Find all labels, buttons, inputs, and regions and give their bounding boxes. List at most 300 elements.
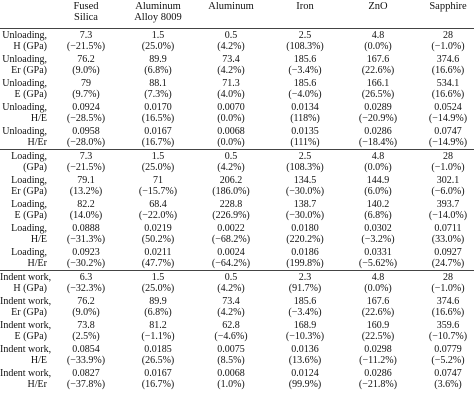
table-cell	[342, 319, 414, 343]
cell-percent: (−64.2%)	[211, 258, 251, 270]
table-row	[0, 319, 474, 343]
cell-percent: (−37.8%)	[66, 379, 106, 391]
row-label	[0, 149, 50, 173]
cell-value: 62.8	[222, 319, 240, 331]
row-label-line: H/E	[30, 113, 47, 125]
table-cell	[122, 295, 194, 319]
cell-percent: (226.9%)	[212, 209, 250, 221]
cell-percent: (26.5%)	[361, 88, 395, 100]
table-cell	[342, 29, 414, 53]
cell-value: 168.9	[293, 319, 317, 331]
cell-percent: (−14.9%)	[428, 137, 468, 149]
row-label-line: Unloading,	[2, 29, 47, 41]
table-cell	[268, 343, 342, 367]
table-cell	[414, 101, 474, 125]
table-cell	[268, 125, 342, 149]
table-cell	[50, 53, 122, 77]
cell-value: 0.0170	[144, 102, 172, 114]
cell-percent: (4.2%)	[217, 306, 245, 318]
cell-value: 81.2	[149, 319, 167, 331]
table-row	[0, 53, 474, 77]
cell-value: 167.6	[366, 295, 390, 307]
cell-percent: (0.0%)	[364, 161, 392, 173]
column-header-line: Silica	[74, 12, 98, 23]
table-cell	[414, 367, 474, 391]
cell-percent: (220.2%)	[286, 234, 324, 246]
cell-percent: (91.7%)	[288, 282, 322, 294]
cell-percent: (−31.3%)	[66, 234, 106, 246]
cell-percent: (0.0%)	[364, 40, 392, 52]
table-cell	[342, 367, 414, 391]
cell-percent: (4.2%)	[217, 64, 245, 76]
row-label-line: H/Er	[27, 258, 47, 270]
cell-value: 0.0779	[434, 344, 462, 356]
cell-percent: (16.6%)	[431, 306, 465, 318]
row-label-line: Loading,	[11, 198, 47, 210]
cell-value: 0.0136	[291, 344, 319, 356]
table-cell	[268, 101, 342, 125]
cell-percent: (6.0%)	[364, 185, 392, 197]
cell-value: 0.0747	[434, 126, 462, 138]
cell-percent: (−3.4%)	[288, 306, 322, 318]
cell-value: 0.0186	[291, 247, 319, 259]
row-label-line: Indent work,	[0, 295, 52, 307]
row-label-line: Unloading,	[2, 53, 47, 65]
cell-percent: (−22.0%)	[138, 209, 178, 221]
row-label-line: H/E	[30, 355, 47, 367]
row-label	[0, 77, 50, 101]
table-cell	[194, 295, 268, 319]
cell-percent: (47.7%)	[141, 258, 175, 270]
row-label-line: Indent work,	[0, 344, 52, 356]
row-label	[0, 222, 50, 246]
column-header	[268, 0, 342, 29]
table-cell	[50, 198, 122, 222]
cell-value: 0.0134	[291, 102, 319, 114]
cell-value: 4.8	[371, 29, 385, 41]
cell-value: 0.0924	[72, 102, 100, 114]
row-label	[0, 270, 50, 294]
table-cell	[122, 246, 194, 270]
cell-percent: (9.0%)	[72, 306, 100, 318]
cell-value: 28	[443, 150, 453, 162]
table-cell	[194, 319, 268, 343]
cell-percent: (−20.9%)	[358, 113, 398, 125]
cell-percent: (−33.9%)	[66, 355, 106, 367]
cell-value: 2.5	[298, 150, 312, 162]
table-cell	[414, 174, 474, 198]
cell-value: 82.2	[77, 198, 95, 210]
cell-value: 185.6	[293, 53, 317, 65]
table-cell	[194, 246, 268, 270]
table-cell	[414, 53, 474, 77]
table-cell	[342, 270, 414, 294]
cell-value: 140.2	[366, 198, 390, 210]
table-cell	[194, 101, 268, 125]
cell-value: 0.0827	[72, 368, 100, 380]
table-cell	[342, 149, 414, 173]
cell-value: 0.0302	[364, 223, 392, 235]
table-row	[0, 149, 474, 173]
table-cell	[194, 270, 268, 294]
table-cell	[194, 29, 268, 53]
table-cell	[50, 77, 122, 101]
table-cell	[268, 77, 342, 101]
row-label-line: Indent work,	[0, 368, 52, 380]
cell-value: 89.9	[149, 53, 167, 65]
cell-percent: (9.0%)	[72, 64, 100, 76]
table-cell	[122, 77, 194, 101]
cell-percent: (−14.9%)	[428, 113, 468, 125]
table-cell	[268, 222, 342, 246]
row-label-line: Loading,	[11, 223, 47, 235]
row-label	[0, 29, 50, 53]
table-cell	[268, 270, 342, 294]
cell-percent: (8.5%)	[217, 355, 245, 367]
table-cell	[122, 101, 194, 125]
table-cell	[342, 246, 414, 270]
table-cell	[194, 125, 268, 149]
row-label-line: Loading,	[11, 247, 47, 259]
cell-value: 0.0958	[72, 126, 100, 138]
table-cell	[122, 125, 194, 149]
cell-value: 79	[81, 77, 91, 89]
table-cell	[122, 367, 194, 391]
cell-value: 0.0286	[364, 368, 392, 380]
table-row	[0, 295, 474, 319]
table-cell	[50, 29, 122, 53]
row-label	[0, 367, 50, 391]
cell-value: 73.4	[222, 295, 240, 307]
row-label	[0, 319, 50, 343]
table-cell	[50, 125, 122, 149]
cell-value: 228.8	[219, 198, 243, 210]
cell-value: 0.0286	[364, 126, 392, 138]
cell-percent: (25.0%)	[141, 161, 175, 173]
cell-value: 0.0135	[291, 126, 319, 138]
row-label-line: Unloading,	[2, 77, 47, 89]
table-row	[0, 29, 474, 53]
cell-value: 144.9	[366, 174, 390, 186]
table-cell	[414, 222, 474, 246]
table-cell	[414, 319, 474, 343]
cell-percent: (−28.0%)	[66, 137, 106, 149]
table-cell	[122, 270, 194, 294]
cell-percent: (6.8%)	[144, 306, 172, 318]
header-row	[0, 0, 474, 29]
table-cell	[342, 77, 414, 101]
cell-value: 185.6	[293, 77, 317, 89]
cell-value: 0.0289	[364, 102, 392, 114]
cell-value: 166.1	[366, 77, 390, 89]
table-cell	[194, 174, 268, 198]
column-header-line: Aluminum	[135, 1, 181, 12]
row-label-line: Loading,	[11, 174, 47, 186]
table-cell	[414, 343, 474, 367]
cell-value: 206.2	[219, 174, 243, 186]
row-label-line: E (GPa)	[14, 209, 47, 221]
cell-percent: (−11.2%)	[359, 355, 397, 367]
cell-value: 4.8	[371, 271, 385, 283]
cell-value: 71.3	[222, 77, 240, 89]
cell-percent: (16.6%)	[431, 64, 465, 76]
table-cell	[414, 149, 474, 173]
table-cell	[342, 174, 414, 198]
table-row	[0, 101, 474, 125]
table-cell	[122, 343, 194, 367]
table-cell	[50, 270, 122, 294]
table-cell	[342, 101, 414, 125]
cell-percent: (118%)	[290, 113, 320, 125]
cell-percent: (2.5%)	[72, 330, 100, 342]
cell-percent: (33.0%)	[431, 234, 465, 246]
cell-percent: (−5.62%)	[358, 258, 398, 270]
table-cell	[194, 222, 268, 246]
cell-value: 0.0298	[364, 344, 392, 356]
cell-value: 359.6	[436, 319, 460, 331]
cell-value: 7.3	[79, 150, 93, 162]
cell-value: 89.9	[149, 295, 167, 307]
cell-value: 0.0167	[144, 126, 172, 138]
table-cell	[268, 174, 342, 198]
row-label-line: H/E	[30, 234, 47, 246]
table-cell	[122, 319, 194, 343]
cell-percent: (7.3%)	[144, 88, 172, 100]
column-header	[122, 0, 194, 29]
cell-percent: (0.0%)	[364, 282, 392, 294]
row-label	[0, 53, 50, 77]
cell-percent: (14.0%)	[69, 209, 103, 221]
cell-percent: (0.0%)	[217, 113, 245, 125]
table-cell	[194, 198, 268, 222]
cell-percent: (1.0%)	[217, 379, 245, 391]
table-cell	[122, 149, 194, 173]
cell-percent: (−1.0%)	[431, 282, 465, 294]
table-cell	[50, 246, 122, 270]
cell-percent: (4.2%)	[217, 161, 245, 173]
cell-value: 0.0068	[217, 368, 245, 380]
row-label-line: Loading,	[11, 150, 47, 162]
column-header-line: Iron	[296, 1, 314, 12]
row-label-line: Unloading,	[2, 126, 47, 138]
cell-percent: (13.2%)	[69, 185, 103, 197]
cell-value: 160.9	[366, 319, 390, 331]
table-cell	[342, 343, 414, 367]
cell-percent: (24.7%)	[431, 258, 465, 270]
column-header	[414, 0, 474, 29]
table-row	[0, 367, 474, 391]
row-label	[0, 198, 50, 222]
table-cell	[50, 101, 122, 125]
cell-value: 374.6	[436, 295, 460, 307]
table-cell	[268, 246, 342, 270]
row-label-line: H/Er	[27, 137, 47, 149]
cell-value: 1.5	[151, 150, 165, 162]
cell-percent: (0.0%)	[217, 137, 245, 149]
table-cell	[122, 29, 194, 53]
row-label-line: E (GPa)	[14, 330, 47, 342]
cell-percent: (108.3%)	[286, 161, 324, 173]
cell-percent: (−10.7%)	[428, 330, 468, 342]
cell-value: 0.0711	[434, 223, 462, 235]
cell-percent: (−3.2%)	[361, 234, 395, 246]
cell-value: 0.5	[224, 271, 238, 283]
cell-value: 0.0068	[217, 126, 245, 138]
table-cell	[122, 222, 194, 246]
cell-percent: (9.7%)	[72, 88, 100, 100]
row-label-line: E (GPa)	[14, 88, 47, 100]
cell-value: 0.0524	[434, 102, 462, 114]
column-header-line: Sapphire	[429, 1, 467, 12]
cell-value: 73.8	[77, 319, 95, 331]
table-cell	[268, 295, 342, 319]
cell-value: 2.3	[298, 271, 312, 283]
table-cell	[342, 222, 414, 246]
table-cell	[50, 174, 122, 198]
cell-value: 0.0124	[291, 368, 319, 380]
table-cell	[122, 53, 194, 77]
cell-percent: (22.6%)	[361, 64, 395, 76]
table-cell	[194, 367, 268, 391]
cell-percent: (−1.1%)	[141, 330, 175, 342]
table-cell	[342, 53, 414, 77]
table-cell	[122, 174, 194, 198]
cell-value: 28	[443, 29, 453, 41]
column-header-line: Aluminum	[208, 1, 254, 12]
cell-value: 68.4	[149, 198, 167, 210]
row-label-line: Er (GPa)	[11, 64, 47, 76]
cell-value: 167.6	[366, 53, 390, 65]
cell-percent: (−14.0%)	[428, 209, 468, 221]
header-corner	[0, 0, 50, 29]
table-row	[0, 174, 474, 198]
cell-value: 76.2	[77, 295, 95, 307]
cell-percent: (−15.7%)	[138, 185, 178, 197]
cell-percent: (4.2%)	[217, 282, 245, 294]
cell-percent: (111%)	[290, 137, 320, 149]
cell-percent: (−21.8%)	[358, 379, 398, 391]
cell-value: 0.0747	[434, 368, 462, 380]
table-row	[0, 343, 474, 367]
cell-percent: (22.5%)	[361, 330, 395, 342]
cell-value: 73.4	[222, 53, 240, 65]
cell-value: 0.0331	[364, 247, 392, 259]
row-label	[0, 295, 50, 319]
cell-value: 0.0022	[217, 223, 245, 235]
cell-value: 0.0219	[144, 223, 172, 235]
cell-percent: (199.8%)	[286, 258, 324, 270]
cell-value: 0.0927	[434, 247, 462, 259]
cell-percent: (−3.4%)	[288, 64, 322, 76]
cell-value: 0.0854	[72, 344, 100, 356]
table-cell	[194, 77, 268, 101]
cell-percent: (−30.0%)	[285, 209, 325, 221]
cell-value: 302.1	[436, 174, 460, 186]
table-cell	[194, 149, 268, 173]
table-cell	[50, 149, 122, 173]
cell-percent: (−68.2%)	[211, 234, 251, 246]
row-label	[0, 246, 50, 270]
cell-percent: (−6.0%)	[431, 185, 465, 197]
cell-value: 0.0888	[72, 223, 100, 235]
cell-value: 0.0923	[72, 247, 100, 259]
cell-percent: (−5.2%)	[431, 355, 465, 367]
table-cell	[268, 367, 342, 391]
cell-percent: (16.6%)	[431, 88, 465, 100]
cell-percent: (−10.3%)	[285, 330, 325, 342]
table-cell	[194, 53, 268, 77]
cell-percent: (4.0%)	[217, 88, 245, 100]
column-header	[194, 0, 268, 29]
table-row	[0, 246, 474, 270]
table-cell	[414, 246, 474, 270]
column-header-line: ZnO	[368, 1, 388, 12]
cell-value: 0.0185	[144, 344, 172, 356]
cell-percent: (3.6%)	[434, 379, 462, 391]
cell-value: 4.8	[371, 150, 385, 162]
row-label	[0, 125, 50, 149]
row-label-line: Er (GPa)	[11, 306, 47, 318]
table-row	[0, 77, 474, 101]
cell-value: 185.6	[293, 295, 317, 307]
row-label-line: Er (GPa)	[11, 185, 47, 197]
table-cell	[342, 125, 414, 149]
table-cell	[268, 149, 342, 173]
table-cell	[414, 270, 474, 294]
table-row	[0, 222, 474, 246]
cell-value: 1.5	[151, 271, 165, 283]
cell-value: 0.5	[224, 150, 238, 162]
table-cell	[50, 343, 122, 367]
cell-value: 7.3	[79, 29, 93, 41]
row-label-line: H (GPa)	[13, 282, 47, 294]
row-label-line: (GPa)	[23, 161, 47, 173]
cell-percent: (16.5%)	[141, 113, 175, 125]
row-label	[0, 343, 50, 367]
cell-percent: (6.8%)	[144, 64, 172, 76]
table-row	[0, 198, 474, 222]
table-cell	[50, 319, 122, 343]
cell-percent: (−32.3%)	[66, 282, 106, 294]
table-cell	[50, 222, 122, 246]
table-cell	[342, 295, 414, 319]
row-label-line: H (GPa)	[13, 40, 47, 52]
cell-percent: (16.7%)	[141, 379, 175, 391]
cell-percent: (108.3%)	[286, 40, 324, 52]
table-cell	[414, 77, 474, 101]
cell-value: 534.1	[436, 77, 460, 89]
cell-percent: (6.8%)	[364, 209, 392, 221]
table-row	[0, 125, 474, 149]
cell-value: 393.7	[436, 198, 460, 210]
cell-percent: (−4.0%)	[288, 88, 322, 100]
cell-value: 76.2	[77, 53, 95, 65]
cell-value: 88.1	[149, 77, 167, 89]
table-cell	[414, 198, 474, 222]
cell-value: 0.0167	[144, 368, 172, 380]
row-label	[0, 101, 50, 125]
cell-percent: (50.2%)	[141, 234, 175, 246]
cell-value: 1.5	[151, 29, 165, 41]
row-label	[0, 174, 50, 198]
cell-value: 0.0070	[217, 102, 245, 114]
cell-percent: (−1.0%)	[431, 161, 465, 173]
cell-percent: (−21.5%)	[66, 40, 106, 52]
cell-value: 71	[153, 174, 163, 186]
cell-value: 0.0024	[217, 247, 245, 259]
cell-value: 138.7	[293, 198, 317, 210]
cell-value: 0.0211	[144, 247, 172, 259]
